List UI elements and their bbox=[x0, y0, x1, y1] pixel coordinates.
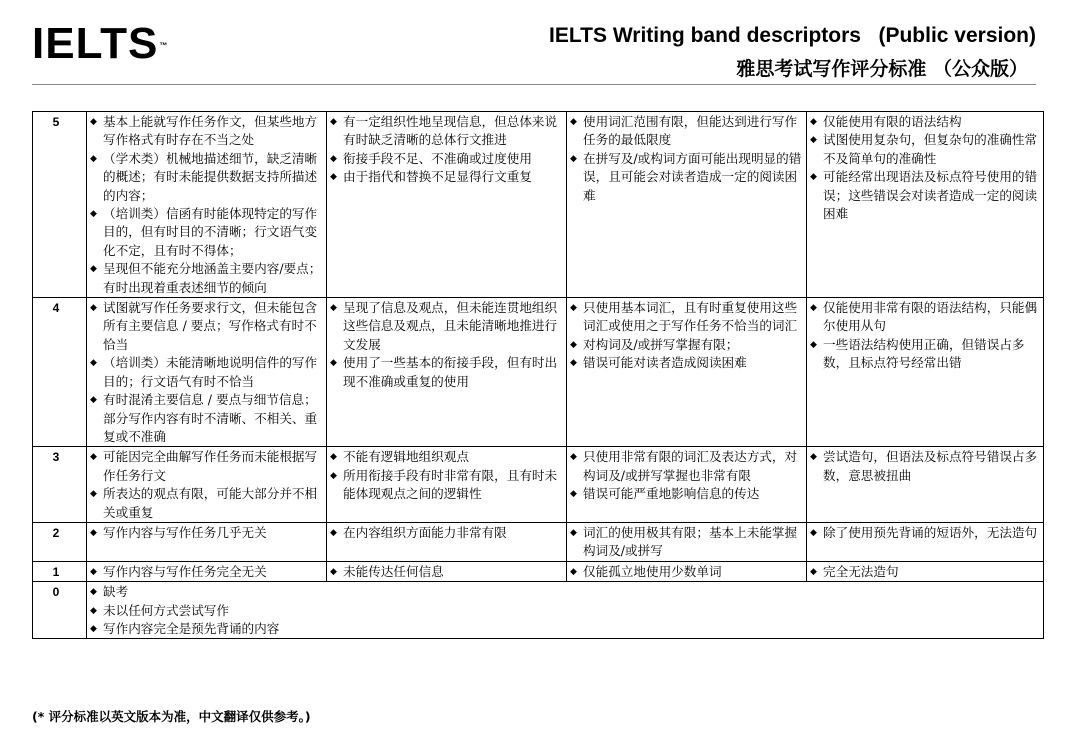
descriptor-item: ◆ （培训类）未能清晰地说明信件的写作目的；行文语气有时不恰当 bbox=[90, 354, 323, 391]
descriptor-item: ◆ 基本上能就写作任务作文，但某些地方写作格式有时存在不当之处 bbox=[90, 113, 323, 150]
task-response-cell bbox=[87, 298, 327, 447]
lexical-resource-cell bbox=[567, 112, 807, 298]
descriptor-item: ◆ 对构词及/或拼写掌握有限； bbox=[570, 336, 803, 354]
descriptor-item: ◆ 仅能孤立地使用少数单词 bbox=[570, 563, 803, 581]
descriptor-cell bbox=[87, 582, 1044, 639]
descriptor-item: ◆ 词汇的使用极其有限；基本上未能掌握构词及/或拼写 bbox=[570, 524, 803, 561]
task-response-cell bbox=[87, 561, 327, 581]
descriptor-item: ◆ 只使用基本词汇，且有时重复使用这些词汇或使用之于写作任务不恰当的词汇 bbox=[570, 299, 803, 336]
ielts-logo bbox=[32, 19, 169, 68]
band-row-0 bbox=[33, 582, 1044, 639]
descriptor-item: ◆ （学术类）机械地描述细节，缺乏清晰的概述；有时未能提供数据支持所描述的内容； bbox=[90, 150, 323, 205]
descriptor-item: ◆ 衔接手段不足、不准确或过度使用 bbox=[330, 150, 563, 168]
coherence-cohesion-cell bbox=[327, 112, 567, 298]
descriptor-item: ◆ 错误可能对读者造成阅读困难 bbox=[570, 354, 803, 372]
band-score: 1 bbox=[33, 561, 87, 581]
band-score: 4 bbox=[33, 298, 87, 447]
grammar-accuracy-cell bbox=[807, 522, 1044, 561]
task-response-cell bbox=[87, 522, 327, 561]
descriptor-item: ◆ 使用词汇范围有限，但能达到进行写作任务的最低限度 bbox=[570, 113, 803, 150]
lexical-resource-cell bbox=[567, 522, 807, 561]
coherence-cohesion-cell bbox=[327, 561, 567, 581]
lexical-resource-cell bbox=[567, 447, 807, 523]
band-score: 3 bbox=[33, 447, 87, 523]
band-row-1 bbox=[33, 561, 1044, 581]
descriptor-item: ◆ 有时混淆主要信息 / 要点与细节信息；部分写作内容有时不清晰、不相关、重复或不准确 bbox=[90, 391, 323, 446]
descriptor-item: ◆ 可能因完全曲解写作任务而未能根据写作任务行文 bbox=[90, 448, 323, 485]
descriptor-item: ◆ （培训类）信函有时能体现特定的写作目的，但有时目的不清晰；行文语气变化不定，且有时不得体； bbox=[90, 205, 323, 260]
grammar-accuracy-cell bbox=[807, 561, 1044, 581]
descriptor-item: ◆ 使用了一些基本的衔接手段，但有时出现不准确或重复的使用 bbox=[330, 354, 563, 391]
band-score: 0 bbox=[33, 582, 87, 639]
grammar-accuracy-cell bbox=[807, 298, 1044, 447]
band-row-2 bbox=[33, 522, 1044, 561]
title-chinese: 雅思考试写作评分标准 （公众版） bbox=[736, 58, 1028, 80]
descriptor-item: ◆ 只使用非常有限的词汇及表达方式，对构词及/或拼写掌握也非常有限 bbox=[570, 448, 803, 485]
descriptor-item: ◆ 错误可能严重地影响信息的传达 bbox=[570, 485, 803, 503]
descriptor-item: ◆ 写作内容与写作任务完全无关 bbox=[90, 563, 323, 581]
descriptor-item: ◆ 未以任何方式尝试写作 bbox=[90, 602, 1040, 620]
descriptor-item: ◆ 可能经常出现语法及标点符号使用的错误；这些错误会对读者造成一定的阅读困难 bbox=[810, 168, 1040, 223]
grammar-accuracy-cell bbox=[807, 447, 1044, 523]
descriptor-item: ◆ 缺考 bbox=[90, 583, 1040, 601]
lexical-resource-cell bbox=[567, 298, 807, 447]
descriptor-item: ◆ 写作内容完全是预先背诵的内容 bbox=[90, 620, 1040, 638]
footnote: (* 评分标准以英文版本为准，中文翻译仅供参考。) bbox=[32, 709, 311, 724]
descriptor-item: ◆ 尝试造句，但语法及标点符号错误占多数，意思被扭曲 bbox=[810, 448, 1040, 485]
descriptor-item: ◆ 除了使用预先背诵的短语外，无法造句 bbox=[810, 524, 1040, 542]
trademark-mark: ™ bbox=[159, 41, 169, 50]
band-row-5 bbox=[33, 112, 1044, 298]
descriptor-item: ◆ 仅能使用有限的语法结构 bbox=[810, 113, 1040, 131]
band-row-4 bbox=[33, 298, 1044, 447]
coherence-cohesion-cell bbox=[327, 522, 567, 561]
descriptor-item: ◆ 完全无法造句 bbox=[810, 563, 1040, 581]
descriptor-item: ◆ 一些语法结构使用正确，但错误占多数，且标点符号经常出错 bbox=[810, 336, 1040, 373]
descriptor-item: ◆ 试图使用复杂句，但复杂句的准确性常不及简单句的准确性 bbox=[810, 131, 1040, 168]
band-score: 5 bbox=[33, 112, 87, 298]
band-score: 2 bbox=[33, 522, 87, 561]
descriptor-item: ◆ 所用衔接手段有时非常有限，且有时未能体现观点之间的逻辑性 bbox=[330, 467, 563, 504]
descriptor-item: ◆ 未能传达任何信息 bbox=[330, 563, 563, 581]
coherence-cohesion-cell bbox=[327, 298, 567, 447]
task-response-cell bbox=[87, 112, 327, 298]
band-row-3 bbox=[33, 447, 1044, 523]
descriptor-item: ◆ 在内容组织方面能力非常有限 bbox=[330, 524, 563, 542]
descriptor-item: ◆ 不能有逻辑地组织观点 bbox=[330, 448, 563, 466]
header-divider bbox=[32, 84, 1036, 85]
band-descriptor-table bbox=[32, 111, 1044, 639]
descriptor-item: ◆ 呈现了信息及观点，但未能连贯地组织这些信息及观点，且未能清晰地推进行文发展 bbox=[330, 299, 563, 354]
title-english: IELTS Writing band descriptors (Public version) bbox=[549, 24, 1036, 47]
lexical-resource-cell bbox=[567, 561, 807, 581]
descriptor-item: ◆ 试图就写作任务要求行文，但未能包含所有主要信息 / 要点；写作格式有时不恰当 bbox=[90, 299, 323, 354]
descriptor-item: ◆ 仅能使用非常有限的语法结构，只能偶尔使用从句 bbox=[810, 299, 1040, 336]
grammar-accuracy-cell bbox=[807, 112, 1044, 298]
descriptor-item: ◆ 有一定组织性地呈现信息，但总体来说有时缺乏清晰的总体行文推进 bbox=[330, 113, 563, 150]
descriptor-item: ◆ 在拼写及/或构词方面可能出现明显的错误，且可能会对读者造成一定的阅读困难 bbox=[570, 150, 803, 205]
descriptor-item: ◆ 写作内容与写作任务几乎无关 bbox=[90, 524, 323, 542]
descriptor-item: ◆ 所表达的观点有限，可能大部分并不相关或重复 bbox=[90, 485, 323, 522]
descriptor-item: ◆ 由于指代和替换不足显得行文重复 bbox=[330, 168, 563, 186]
logo-text: IELTS bbox=[32, 19, 159, 68]
descriptor-item: ◆ 呈现但不能充分地涵盖主要内容/要点；有时出现着重表述细节的倾向 bbox=[90, 260, 323, 297]
task-response-cell bbox=[87, 447, 327, 523]
coherence-cohesion-cell bbox=[327, 447, 567, 523]
